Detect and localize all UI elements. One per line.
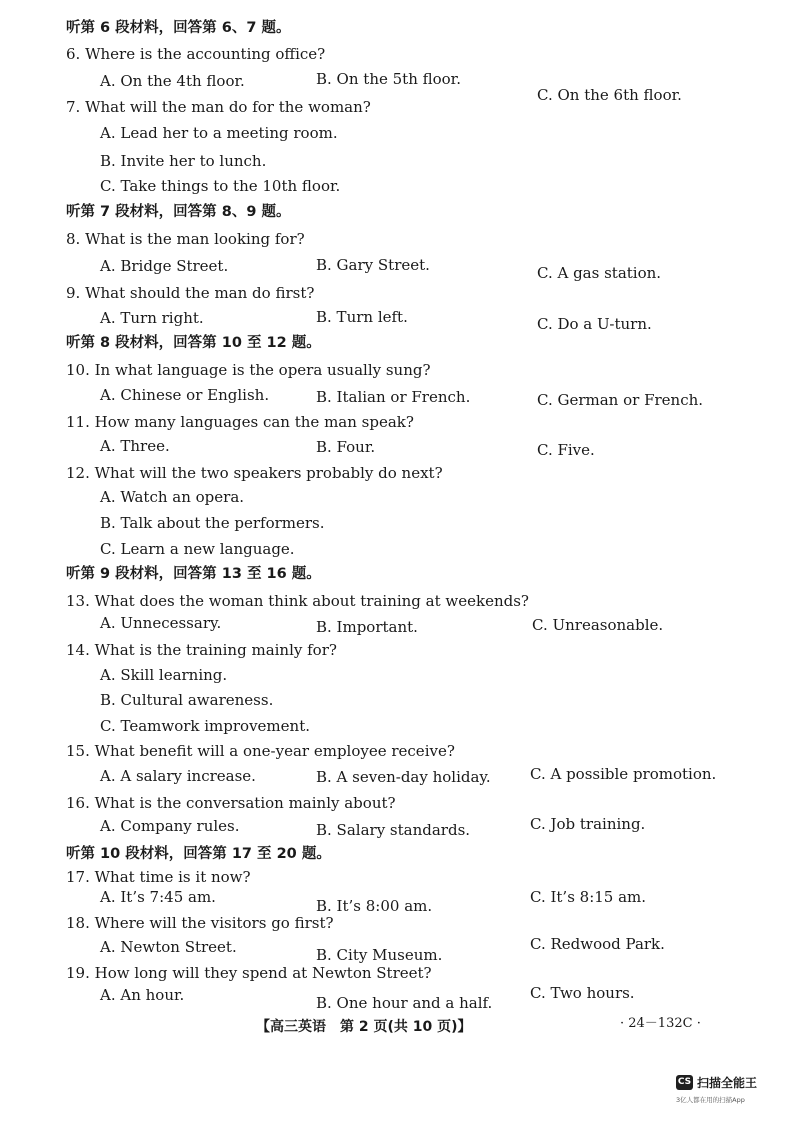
option: B. City Museum. xyxy=(316,946,443,964)
option: C. A gas station. xyxy=(537,264,662,282)
option: C. Redwood Park. xyxy=(530,935,665,953)
option: B. It’s 8:00 am. xyxy=(316,897,433,915)
option: A. An hour. xyxy=(100,986,185,1004)
option: A. Three. xyxy=(100,437,170,455)
question-13: 13. What does the woman think about training at weekends? xyxy=(66,592,529,610)
question-8: 8. What is the man looking for? xyxy=(66,230,305,248)
scanner-tagline: 3亿人都在用的扫描App xyxy=(676,1096,745,1104)
question-11: 11. How many languages can the man speak? xyxy=(66,413,414,431)
option: C. Two hours. xyxy=(530,984,635,1002)
option: B. On the 5th floor. xyxy=(316,70,461,88)
question-16: 16. What is the conversation mainly about? xyxy=(66,794,396,812)
option: B. A seven-day holiday. xyxy=(316,768,491,786)
question-17: 17. What time is it now? xyxy=(66,868,251,886)
section-heading: 听第 6 段材料，回答第 6、7 题。 xyxy=(66,20,291,36)
option: C. Take things to the 10th floor. xyxy=(100,177,341,195)
option: A. Company rules. xyxy=(100,817,240,835)
option: A. Newton Street. xyxy=(100,938,237,956)
option: B. Four. xyxy=(316,438,376,456)
option: A. Chinese or English. xyxy=(100,386,270,404)
option: C. Unreasonable. xyxy=(532,616,664,634)
option: A. Watch an opera. xyxy=(100,488,245,506)
option: B. Turn left. xyxy=(316,308,408,326)
question-12: 12. What will the two speakers probably do next? xyxy=(66,464,443,482)
question-10: 10. In what language is the opera usually sung? xyxy=(66,361,431,379)
option: A. Skill learning. xyxy=(100,666,228,684)
option: C. Five. xyxy=(537,441,595,459)
question-15: 15. What benefit will a one-year employee receive? xyxy=(66,742,455,760)
page-footer: 【高三英语 第 2 页(共 10 页)】 xyxy=(256,1019,472,1035)
scanner-logo-icon: CS xyxy=(676,1075,693,1090)
question-6: 6. Where is the accounting office? xyxy=(66,45,326,63)
option: C. It’s 8:15 am. xyxy=(530,888,647,906)
option: C. Job training. xyxy=(530,815,646,833)
option: B. Italian or French. xyxy=(316,388,471,406)
option: B. One hour and a half. xyxy=(316,994,493,1012)
scanner-app-name: 扫描全能王 xyxy=(697,1076,758,1090)
option: C. German or French. xyxy=(537,391,704,409)
option: B. Important. xyxy=(316,618,418,636)
option: A. Lead her to a meeting room. xyxy=(100,124,338,142)
option: B. Gary Street. xyxy=(316,256,430,274)
section-heading: 听第 8 段材料，回答第 10 至 12 题。 xyxy=(66,335,321,351)
question-9: 9. What should the man do first? xyxy=(66,284,315,302)
section-heading: 听第 9 段材料，回答第 13 至 16 题。 xyxy=(66,566,321,582)
question-7: 7. What will the man do for the woman? xyxy=(66,98,371,116)
option: A. Bridge Street. xyxy=(100,257,229,275)
option: A. A salary increase. xyxy=(100,767,256,785)
option: A. Turn right. xyxy=(100,309,204,327)
option: C. On the 6th floor. xyxy=(537,86,682,104)
question-14: 14. What is the training mainly for? xyxy=(66,641,337,659)
option: A. Unnecessary. xyxy=(100,614,222,632)
option: C. Learn a new language. xyxy=(100,540,295,558)
option: B. Invite her to lunch. xyxy=(100,152,267,170)
option: B. Cultural awareness. xyxy=(100,691,274,709)
option: B. Salary standards. xyxy=(316,821,471,839)
question-19: 19. How long will they spend at Newton Street? xyxy=(66,964,432,982)
option: B. Talk about the performers. xyxy=(100,514,325,532)
question-18: 18. Where will the visitors go first? xyxy=(66,914,334,932)
option: A. It’s 7:45 am. xyxy=(100,888,216,906)
option: C. Teamwork improvement. xyxy=(100,717,310,735)
option: C. Do a U-turn. xyxy=(537,315,652,333)
option: C. A possible promotion. xyxy=(530,765,717,783)
section-heading: 听第 10 段材料，回答第 17 至 20 题。 xyxy=(66,846,331,862)
exam-code: · 24－132C · xyxy=(620,1016,701,1031)
section-heading: 听第 7 段材料，回答第 8、9 题。 xyxy=(66,204,291,220)
option: A. On the 4th floor. xyxy=(100,72,245,90)
